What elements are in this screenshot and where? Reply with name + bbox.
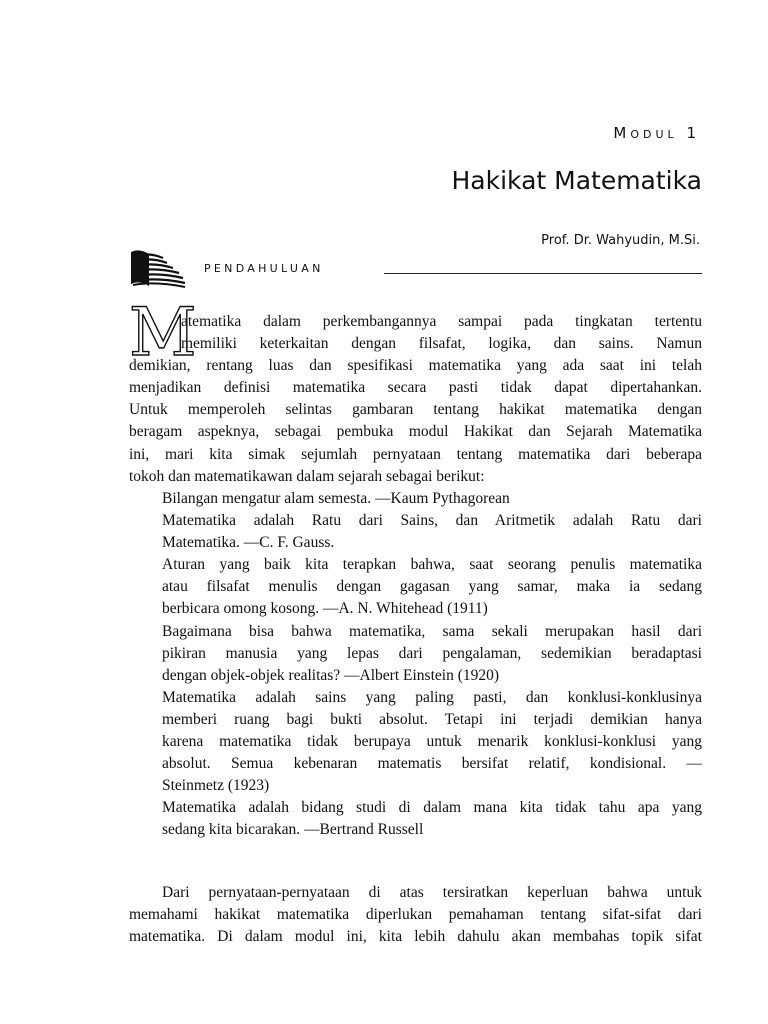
intro-line: ini, mari kita simak sejumlah pernyataan tentang matematika dari beberapa <box>129 445 702 463</box>
closing-line: memahami hakikat matematika diperlukan pemahaman tentang sifat-sifat dari <box>129 906 702 924</box>
module-label-initial: M <box>613 124 631 142</box>
quote-line: Aturan yang baik kita terapkan bahwa, saat seorang penulis matematika <box>162 556 702 574</box>
section-rule <box>384 273 702 274</box>
quote-line: pikiran manusia yang lepas dari pengalaman, sedemikian beradaptasi <box>162 644 702 662</box>
module-title: Hakikat Matematika <box>451 166 702 195</box>
quote-line: berbicara omong kosong. —A. N. Whitehead (1911) <box>162 600 488 618</box>
book-pages-icon <box>129 246 187 288</box>
section-heading: PENDAHULUAN <box>204 262 324 275</box>
quote-line: Matematika. —C. F. Gauss. <box>162 534 335 552</box>
quote-line: Matematika adalah Ratu dari Sains, dan Aritmetik adalah Ratu dari <box>162 512 702 530</box>
quote-line: memberi ruang bagi bukti absolut. Tetapi ini terjadi demikian hanya <box>162 710 702 728</box>
quote-line: karena matematika tidak berupaya untuk menarik konklusi-konklusi yang <box>162 733 702 751</box>
module-label <box>613 124 700 142</box>
author-name: Prof. Dr. Wahyudin, M.Si. <box>541 233 700 248</box>
intro-line: memiliki keterkaitan dengan filsafat, logika, dan sains. Namun <box>181 335 702 353</box>
closing-paragraph <box>129 882 702 948</box>
quote-line: absolut. Semua kebenaran matematis bersifat relatif, kondisional. — <box>162 755 702 773</box>
intro-line: atematika dalam perkembangannya sampai pada tingkatan tertentu <box>181 313 702 330</box>
intro-line: beragam aspeknya, sebagai pembuka modul Hakikat dan Sejarah Matematika <box>129 423 702 441</box>
drop-cap: M <box>129 294 197 371</box>
module-label-word: ODUL <box>630 128 678 141</box>
quote-line: Matematika adalah bidang studi di dalam mana kita tidak tahu apa yang <box>162 799 702 817</box>
quote-line: dengan objek-objek realitas? —Albert Einstein (1920) <box>162 666 500 684</box>
quote-line: Matematika adalah sains yang paling pasti, dan konklusi-konklusinya <box>162 688 702 706</box>
quote-line: Bagaimana bisa bahwa matematika, sama sekali merupakan hasil dari <box>162 622 702 640</box>
intro-line: menjadikan definisi matematika secara pasti tidak dapat dipertahankan. <box>129 379 702 397</box>
quote-line: Steinmetz (1923) <box>162 777 270 795</box>
quotes-list <box>162 488 702 842</box>
quote-line: sedang kita bicarakan. —Bertrand Russell <box>162 821 424 839</box>
intro-paragraph <box>129 311 702 488</box>
intro-line: tokoh dan matematikawan dalam sejarah sebagai berikut: <box>129 467 485 485</box>
module-label-number: 1 <box>677 124 700 142</box>
closing-line: Dari pernyataan-pernyataan di atas tersiratkan keperluan bahwa untuk <box>162 884 702 901</box>
quote-line: Bilangan mengatur alam semesta. —Kaum Pythagorean <box>162 490 510 507</box>
intro-line: demikian, rentang luas dan spesifikasi matematika yang ada saat ini telah <box>129 357 702 375</box>
intro-line: Untuk memperoleh selintas gambaran tentang hakikat matematika dengan <box>129 401 702 419</box>
quote-line: atau filsafat menulis dengan gagasan yang samar, maka ia sedang <box>162 578 702 596</box>
closing-line: matematika. Di dalam modul ini, kita lebih dahulu akan membahas topik sifat <box>129 928 702 946</box>
